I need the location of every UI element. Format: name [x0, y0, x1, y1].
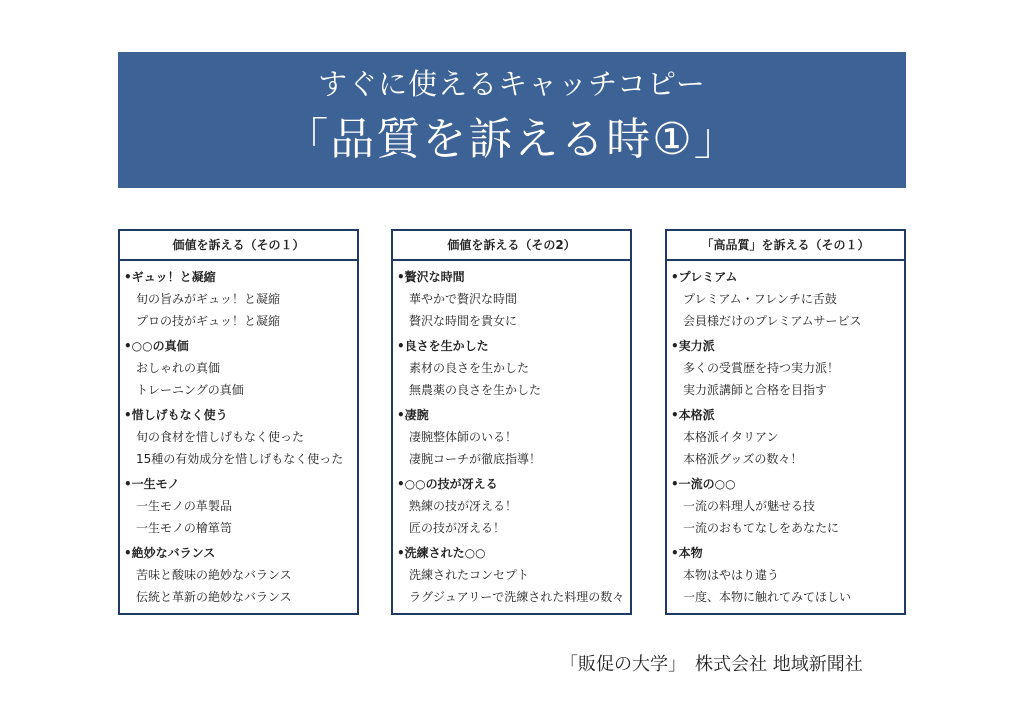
- copy-section: [671, 266, 904, 332]
- section-heading: •プレミアム: [671, 270, 738, 284]
- title-banner: [118, 52, 906, 188]
- copy-example: 熟練の技が冴える！: [409, 499, 518, 513]
- copy-example: 一流のおもてなしをあなたに: [683, 521, 840, 535]
- copy-example: 多くの受賞歴を持つ実力派！: [683, 361, 840, 375]
- copy-example: 会員様だけのプレミアムサービス: [683, 314, 862, 328]
- copy-example: 旬の食材を惜しげもなく使った: [136, 430, 305, 444]
- copy-example: 一度、本物に触れてみてほしい: [683, 590, 852, 604]
- copy-example: 素材の良さを生かした: [409, 361, 530, 375]
- footer-credit: 「販促の大学」 株式会社 地域新聞社: [560, 654, 863, 675]
- copy-example: 苦味と酸味の絶妙なバランス: [136, 568, 292, 582]
- copy-example: プレミアム・フレンチに舌鼓: [683, 292, 837, 306]
- column-header: 価値を訴える（その2）: [393, 231, 630, 261]
- section-heading: •○○の真価: [124, 339, 189, 353]
- copy-example: 無農薬の良さを生かした: [409, 383, 542, 397]
- copy-example: トレーニングの真価: [136, 383, 244, 397]
- column-header: 価値を訴える（その１）: [120, 231, 357, 261]
- copy-example: 一生モノの檜箪笥: [136, 521, 232, 535]
- section-heading: •一生モノ: [124, 477, 180, 491]
- column-header: 「高品質」を訴える（その１）: [667, 231, 904, 261]
- copy-section: [397, 266, 630, 332]
- copy-example: 贅沢な時間を貴女に: [409, 314, 518, 328]
- copy-example: 旬の旨みがギュッ！と凝縮: [136, 292, 281, 306]
- copy-section: [124, 542, 357, 608]
- copy-example: 本物はやはり違う: [683, 568, 780, 582]
- copy-section: [397, 404, 630, 470]
- copy-section: [124, 335, 357, 401]
- copy-example: 本格派イタリアン: [683, 430, 779, 444]
- copy-section: [124, 473, 357, 539]
- copy-section: [397, 335, 630, 401]
- column-value-1: [118, 229, 359, 615]
- column-value-2: [391, 229, 632, 615]
- section-heading: •洗練された○○: [397, 546, 486, 560]
- section-heading: •実力派: [671, 339, 715, 353]
- section-heading: •○○の技が冴える: [397, 477, 498, 491]
- banner-subtitle: すぐに使えるキャッチコピー: [318, 67, 706, 101]
- section-heading: •ギュッ！と凝縮: [124, 270, 216, 284]
- copy-example: おしゃれの真価: [136, 361, 221, 375]
- copy-section: [671, 473, 904, 539]
- section-heading: •一流の○○: [671, 477, 736, 491]
- column-body: [667, 261, 904, 608]
- copy-section: [671, 404, 904, 470]
- section-heading: •凄腕: [397, 408, 429, 422]
- column-body: [120, 261, 357, 608]
- copy-section: [124, 266, 357, 332]
- section-heading: •本格派: [671, 408, 715, 422]
- copy-example: 実力派講師と合格を目指す: [683, 383, 828, 397]
- copy-example: 匠の技が冴える！: [409, 521, 506, 535]
- copy-example: プロの技がギュッ！と凝縮: [136, 314, 281, 328]
- section-heading: •良さを生かした: [397, 339, 489, 353]
- copy-section: [124, 404, 357, 470]
- copy-example: 一生モノの革製品: [136, 499, 232, 513]
- copy-example: 凄腕整体師のいる！: [409, 430, 518, 444]
- copy-example: 洗練されたコンセプト: [409, 568, 530, 582]
- copy-example: ラグジュアリーで洗練された料理の数々: [409, 590, 625, 604]
- copy-example: 華やかで贅沢な時間: [409, 292, 518, 306]
- copy-section: [397, 542, 630, 608]
- copy-example: 凄腕コーチが徹底指導！: [409, 452, 542, 466]
- section-heading: •贅沢な時間: [397, 270, 465, 284]
- copy-example: 本格派グッズの数々！: [683, 452, 803, 466]
- copy-example: 15種の有効成分を惜しげもなく使った: [136, 452, 344, 466]
- copy-section: [397, 473, 630, 539]
- copy-example: 伝統と革新の絶妙なバランス: [136, 590, 292, 604]
- copy-section: [671, 542, 904, 608]
- column-body: [393, 261, 630, 608]
- column-high-quality-1: [665, 229, 906, 615]
- section-heading: •本物: [671, 546, 703, 560]
- section-heading: •惜しげもなく使う: [124, 408, 228, 422]
- section-heading: •絶妙なバランス: [124, 546, 216, 560]
- copy-section: [671, 335, 904, 401]
- banner-title: 「品質を訴える時①」: [284, 114, 740, 165]
- copy-example: 一流の料理人が魅せる技: [683, 499, 816, 513]
